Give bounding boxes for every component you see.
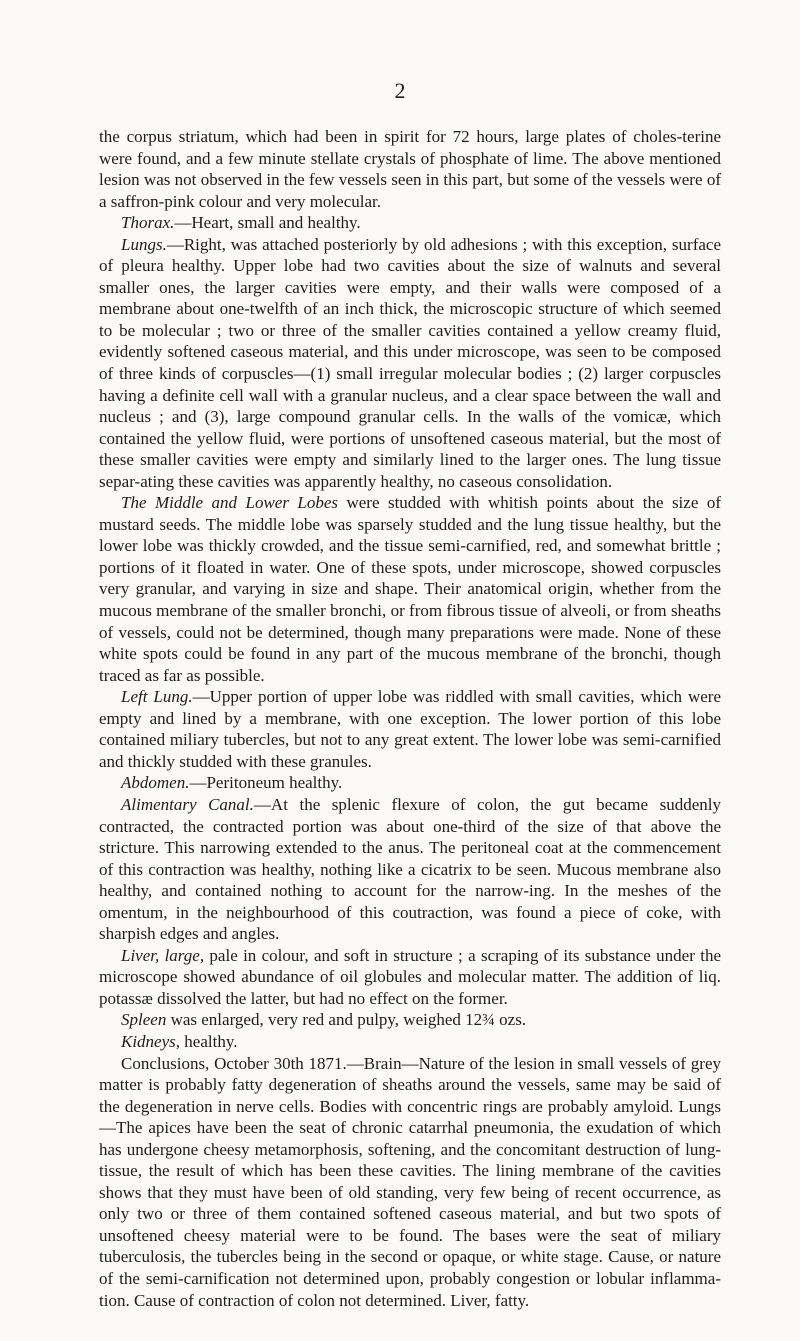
paragraph-liver [99, 945, 721, 1010]
paragraph-conclusions [99, 1053, 721, 1312]
paragraph-text: were studded with whitish points about the size of mustard seeds. The middle lobe was sparsely studded and the lung tissue healthy, but the lower lobe was thickly crowded, and the tissue semi-carnified, red, and somewhat brittle ; portions of it floated in water. One of these spots, under microscope, showed corpuscles very granular, and varying in size and shape. Their anatomical origin, whether from the mucous membrane of the smaller bronchi, or from fibrous tissue of alveoli, or from sheaths of vessels, could not be determined, though many preparations were made. None of these white spots could be found in any part of the mucous membrane of the bronchi, though traced as far as possible. [99, 493, 721, 685]
paragraph-text: pale in colour, and soft in structure ; a scraping of its substance under the microscope showed abundance of oil globules and molecular matter. The addition of liq. potassæ dissolved the latter, but had no effect on the former. [99, 945, 721, 1008]
paragraph-text: was enlarged, very red and pulpy, weighed 12¾ ozs. [166, 1010, 527, 1030]
paragraph-text: the corpus striatum, which had been in spirit for 72 hours, large plates of choles-terine were found, and a few minute stellate crystals of phosphate of lime. The above mentioned lesion was not observed in the few vessels seen in this part, but some of the vessels were of a saffron-pink colour and very molecular. [99, 127, 721, 211]
section-label: Kidneys, [121, 1031, 181, 1051]
paragraph-continuation [99, 126, 721, 212]
paragraph-text: —Upper portion of upper lobe was riddled with small cavities, which were empty and lined by a membrane, with one exception. The lower portion of this lobe contained miliary tubercles, but not to any great extent. The lower lobe was semi-carnified and thickly studded with these granules. [99, 687, 721, 771]
section-label: Alimentary Canal. [121, 794, 254, 814]
paragraph-kidneys [99, 1031, 721, 1053]
section-label: The Middle and Lower Lobes [121, 493, 339, 513]
paragraph-abdomen [99, 772, 721, 794]
section-label: Liver, large, [121, 945, 205, 965]
paragraph-lungs [99, 234, 721, 493]
paragraph-spleen [99, 1009, 721, 1031]
paragraph-thorax [99, 212, 721, 234]
section-label: Left Lung. [121, 687, 193, 707]
paragraph-left-lung [99, 686, 721, 772]
body-text [99, 126, 721, 1311]
section-label: Abdomen. [121, 773, 190, 793]
paragraph-text: —Peritoneum healthy. [189, 773, 343, 793]
paragraph-text: —Heart, small and healthy. [174, 213, 361, 233]
paragraph-alimentary-canal [99, 794, 721, 945]
paragraph-text: —At the splenic flexure of colon, the gut became suddenly contracted, the contracted portion was about one-third of the size of that above the stricture. This narrowing extended to the anus. The peritoneal coat at the commencement of this contraction was healthy, nothing like a cicatrix to be seen. Mucous membrane also healthy, and contained nothing to account for the narrow-ing. In the meshes of the omentum, in the neighbourhood of this coutraction, was found a piece of coke, with sharpish edges and angles. [99, 794, 721, 944]
paragraph-text: healthy. [180, 1031, 238, 1051]
paragraph-middle-lower-lobes [99, 492, 721, 686]
section-label: Spleen [121, 1010, 167, 1030]
paragraph-text: —Right, was attached posteriorly by old adhesions ; with this exception, surface of pleura healthy. Upper lobe had two cavities about the size of walnuts and several smaller ones, the larger cavities were empty, and their walls were composed of a membrane about one-twelfth of an inch thick, the microscopic structure of which seemed to be molecular ; two or three of the smaller cavities contained a yellow creamy fluid, evidently softened caseous material, and this under microscope, was seen to be composed of three kinds of corpuscles—(1) small irregular molecular bodies ; (2) larger corpuscles having a definite cell wall with a granular nucleus, and a clear space between the wall and nucleus ; and (3), large compound granular cells. In the walls of the vomicæ, which contained the yellow fluid, were portions of unsoftened caseous material, but the most of these smaller cavities were empty and similarly lined to the larger ones. The lung tissue separ-ating these cavities was apparently healthy, no caseous consolidation. [99, 234, 721, 491]
paragraph-text: Conclusions, October 30th 1871.—Brain—Nature of the lesion in small vessels of grey matter is probably fatty degeneration of sheaths around the vessels, same may be said of the degeneration in nerve cells. Bodies with concentric rings are probably amyloid. Lungs—The apices have been the seat of chronic catarrhal pneumonia, the exudation of which has undergone cheesy metamorphosis, softening, and the concomitant destruction of lung-tissue, the result of which has been these cavities. The lining membrane of the cavities shows that they must have been of old standing, very few being of recent occurrence, as only two or three of them contained softened caseous material, and but two spots of unsoftened cheesy material were to be found. The bases were the seat of miliary tuberculosis, the tubercles being in the second or opaque, or white stage. Cause, or nature of the semi-carnification not determined upon, probably congestion or lobular inflamma-tion. Cause of contraction of colon not determined. Liver, fatty. [99, 1053, 721, 1310]
section-label: Thorax. [121, 213, 175, 233]
section-label: Lungs. [121, 234, 167, 254]
page-number: 2 [394, 78, 406, 103]
